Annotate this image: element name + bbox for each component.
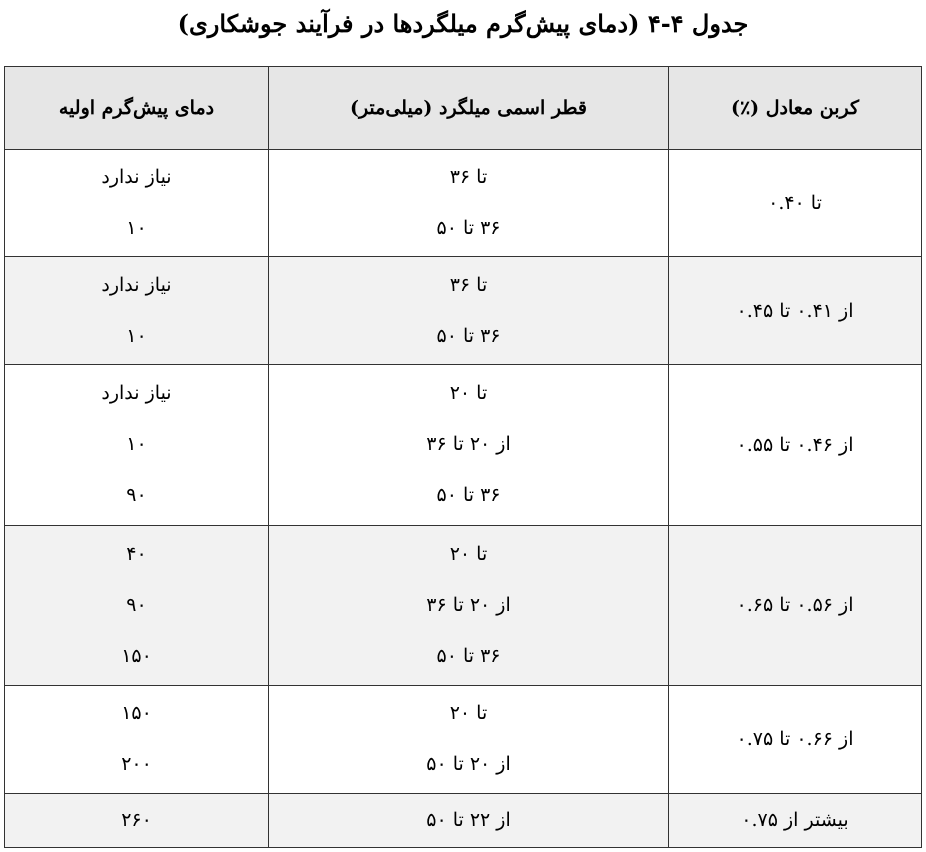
header-row [5, 67, 922, 150]
table-row [5, 150, 922, 257]
temperature-cell [5, 364, 269, 525]
temperature-value: ۲۶۰ [121, 808, 152, 831]
diameter-cell [269, 686, 669, 793]
temperature-cell [5, 525, 269, 686]
header-temperature: دمای پیش‌گرم اولیه [5, 67, 269, 150]
carbon-cell: بیشتر از ۰.۷۵ [669, 793, 922, 847]
diameter-value: تا ۳۶ [449, 166, 488, 189]
diameter-value: تا ۳۶ [449, 273, 488, 296]
diameter-value: از ۲۰ تا ۳۶ [426, 433, 511, 456]
table-row [5, 257, 922, 364]
temperature-cell [5, 793, 269, 847]
diameter-value: از ۲۰ تا ۵۰ [426, 753, 511, 776]
table-row [5, 686, 922, 793]
temperature-cell [5, 686, 269, 793]
diameter-value: تا ۲۰ [449, 542, 488, 565]
diameter-value: از ۲۰ تا ۳۶ [426, 593, 511, 616]
diameter-value: تا ۲۰ [449, 702, 488, 725]
diameter-value: ۳۶ تا ۵۰ [436, 484, 501, 507]
carbon-cell: از ۰.۴۱ تا ۰.۴۵ [669, 257, 922, 364]
carbon-cell: از ۰.۴۶ تا ۰.۵۵ [669, 364, 922, 525]
temperature-value: ۴۰ [126, 542, 147, 565]
temperature-value: ۱۰ [126, 433, 147, 456]
diameter-cell [269, 257, 669, 364]
carbon-cell: از ۰.۵۶ تا ۰.۶۵ [669, 525, 922, 686]
diameter-cell [269, 364, 669, 525]
temperature-value: ۹۰ [126, 484, 147, 507]
table-caption: جدول ۴-۴ (دمای پیش‌گرم میلگردها در فرآیند جوشکاری) [177, 9, 749, 38]
diameter-value: تا ۲۰ [449, 382, 488, 405]
diameter-value: ۳۶ تا ۵۰ [436, 644, 501, 667]
diameter-cell [269, 793, 669, 847]
temperature-value: نیاز ندارد [101, 382, 172, 405]
temperature-value: ۱۰ [126, 324, 147, 347]
header-diameter: قطر اسمی میلگرد (میلی‌متر) [269, 67, 669, 150]
table-row [5, 525, 922, 686]
temperature-value: ۹۰ [126, 593, 147, 616]
header-carbon: کربن معادل (٪) [669, 67, 922, 150]
temperature-value: ۲۰۰ [121, 753, 152, 776]
temperature-value: ۱۵۰ [121, 702, 152, 725]
temperature-cell [5, 150, 269, 257]
diameter-cell [269, 150, 669, 257]
temperature-value: نیاز ندارد [101, 273, 172, 296]
temperature-value: ۱۰ [126, 217, 147, 240]
carbon-cell: از ۰.۶۶ تا ۰.۷۵ [669, 686, 922, 793]
table-row [5, 793, 922, 847]
diameter-value: از ۲۲ تا ۵۰ [426, 808, 511, 831]
carbon-cell: تا ۰.۴۰ [669, 150, 922, 257]
table-row [5, 364, 922, 525]
temperature-value: نیاز ندارد [101, 166, 172, 189]
diameter-value: ۳۶ تا ۵۰ [436, 217, 501, 240]
temperature-cell [5, 257, 269, 364]
temperature-value: ۱۵۰ [121, 644, 152, 667]
diameter-value: ۳۶ تا ۵۰ [436, 324, 501, 347]
preheat-table [4, 66, 922, 848]
diameter-cell [269, 525, 669, 686]
